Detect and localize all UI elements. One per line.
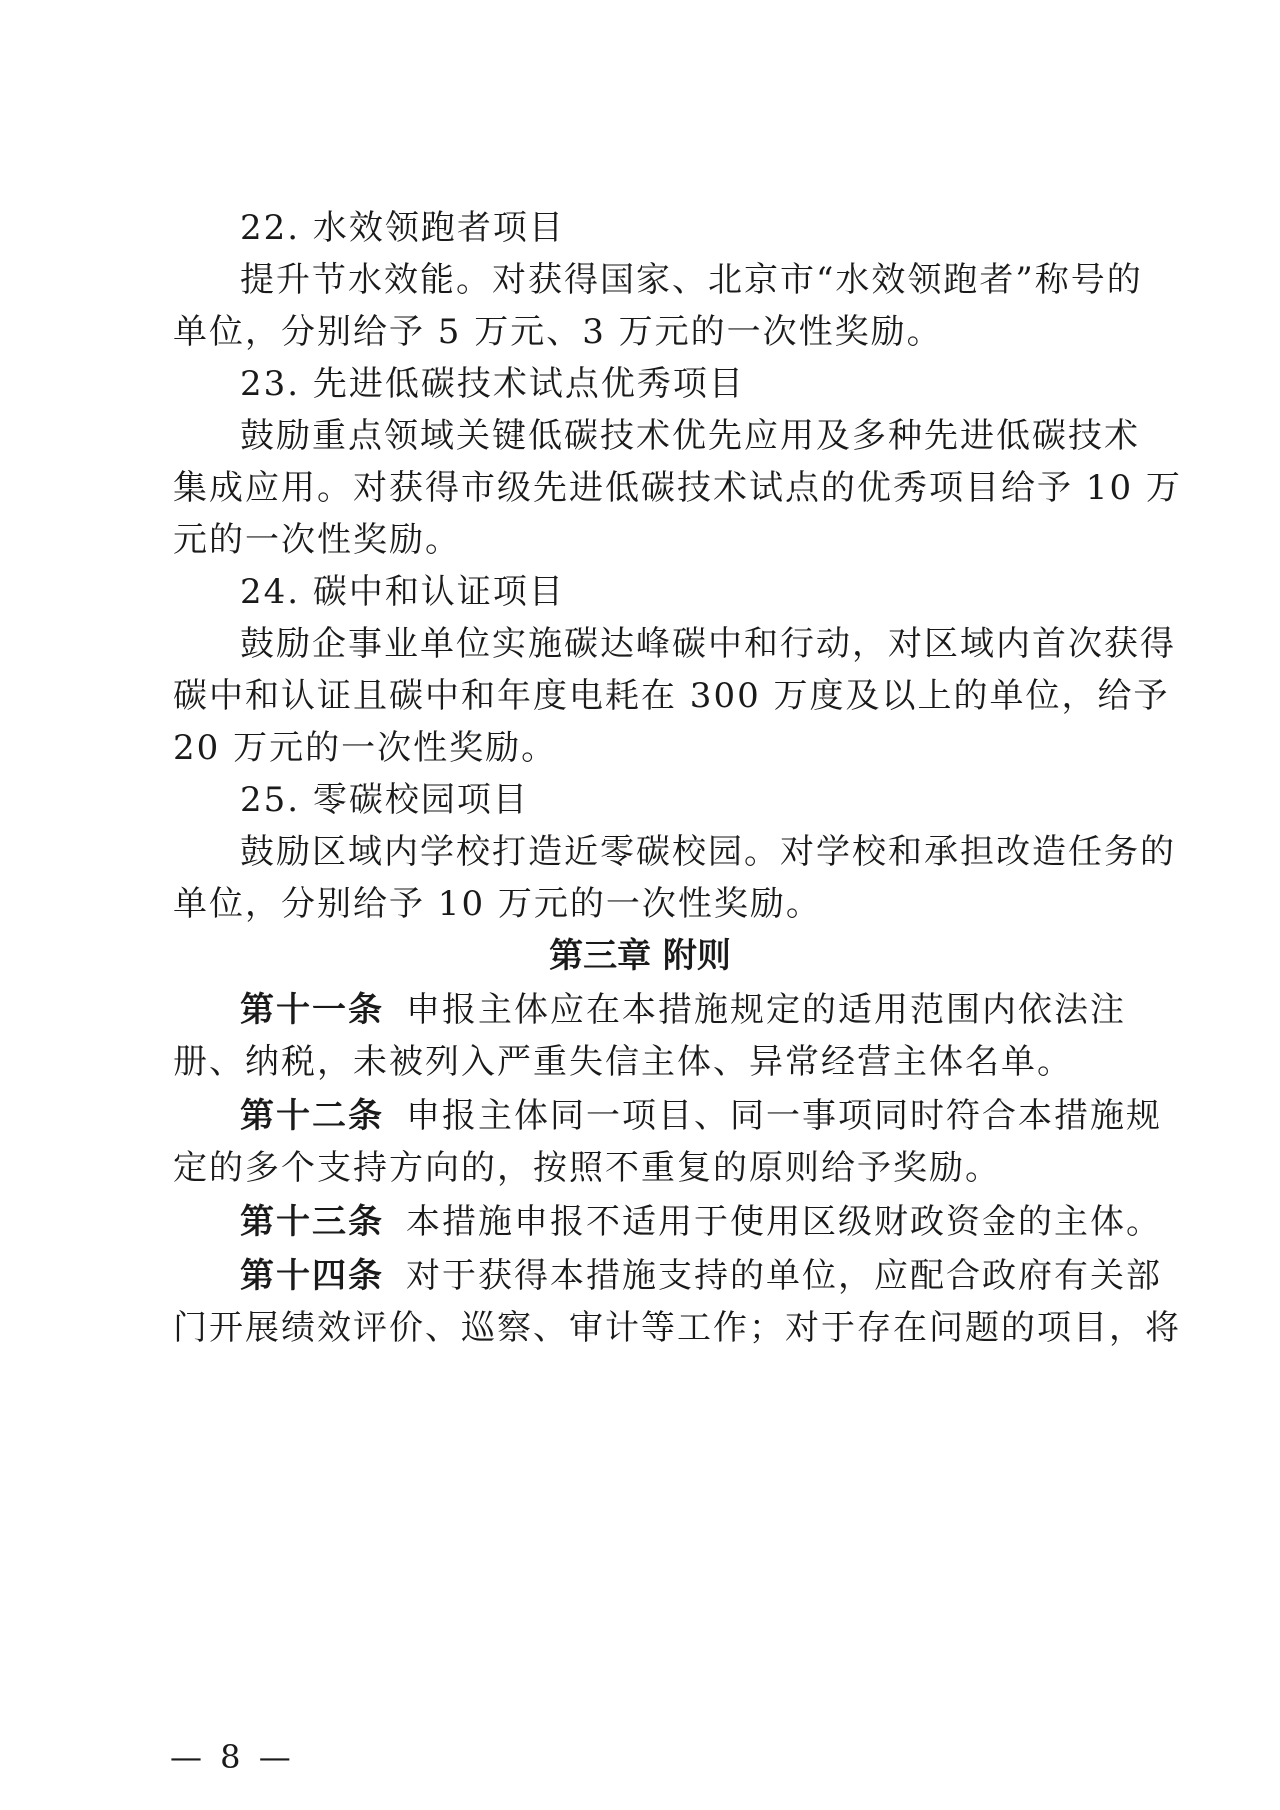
paragraph-line: 提升节水效能。对获得国家、北京市“水效领跑者”称号的 (240, 260, 1143, 300)
section-heading-23: 23. 先进低碳技术试点优秀项目 (240, 364, 745, 404)
article-14 (240, 1251, 1180, 1301)
page-number: — 8 — (170, 1738, 295, 1776)
paragraph-line: 元的一次性奖励。 (173, 520, 461, 560)
paragraph-line: 定的多个支持方向的，按照不重复的原则给予奖励。 (173, 1148, 1001, 1188)
section-heading-24: 24. 碳中和认证项目 (240, 572, 565, 612)
paragraph-line: 碳中和认证且碳中和年度电耗在 300 万度及以上的单位，给予 (173, 676, 1170, 716)
article-label: 第十四条 (240, 1256, 384, 1296)
paragraph-line: 册、纳税，未被列入严重失信主体、异常经营主体名单。 (173, 1042, 1073, 1082)
article-text: 本措施申报不适用于使用区级财政资金的主体。 (406, 1202, 1162, 1242)
chapter-title: 第三章 附则 (549, 936, 731, 976)
article-text: 申报主体同一项目、同一事项同时符合本措施规 (406, 1096, 1162, 1136)
article-13 (240, 1197, 1180, 1247)
article-11 (240, 985, 1180, 1035)
paragraph-line: 门开展绩效评价、巡察、审计等工作；对于存在问题的项目，将 (173, 1308, 1181, 1348)
article-label: 第十二条 (240, 1096, 384, 1136)
paragraph-line: 单位，分别给予 5 万元、3 万元的一次性奖励。 (173, 312, 943, 352)
paragraph-line: 20 万元的一次性奖励。 (173, 728, 558, 768)
section-heading-22: 22. 水效领跑者项目 (240, 208, 565, 248)
paragraph-line: 单位，分别给予 10 万元的一次性奖励。 (173, 884, 822, 924)
article-text: 对于获得本措施支持的单位，应配合政府有关部 (406, 1256, 1162, 1296)
article-text: 申报主体应在本措施规定的适用范围内依法注 (406, 990, 1126, 1030)
article-12 (240, 1091, 1180, 1141)
article-label: 第十三条 (240, 1202, 384, 1242)
paragraph-line: 鼓励企事业单位实施碳达峰碳中和行动，对区域内首次获得 (240, 624, 1176, 664)
article-label: 第十一条 (240, 990, 384, 1030)
paragraph-line: 鼓励重点领域关键低碳技术优先应用及多种先进低碳技术 (240, 416, 1140, 456)
paragraph-line: 鼓励区域内学校打造近零碳校园。对学校和承担改造任务的 (240, 832, 1176, 872)
paragraph-line: 集成应用。对获得市级先进低碳技术试点的优秀项目给予 10 万 (173, 468, 1182, 508)
section-heading-25: 25. 零碳校园项目 (240, 780, 529, 820)
